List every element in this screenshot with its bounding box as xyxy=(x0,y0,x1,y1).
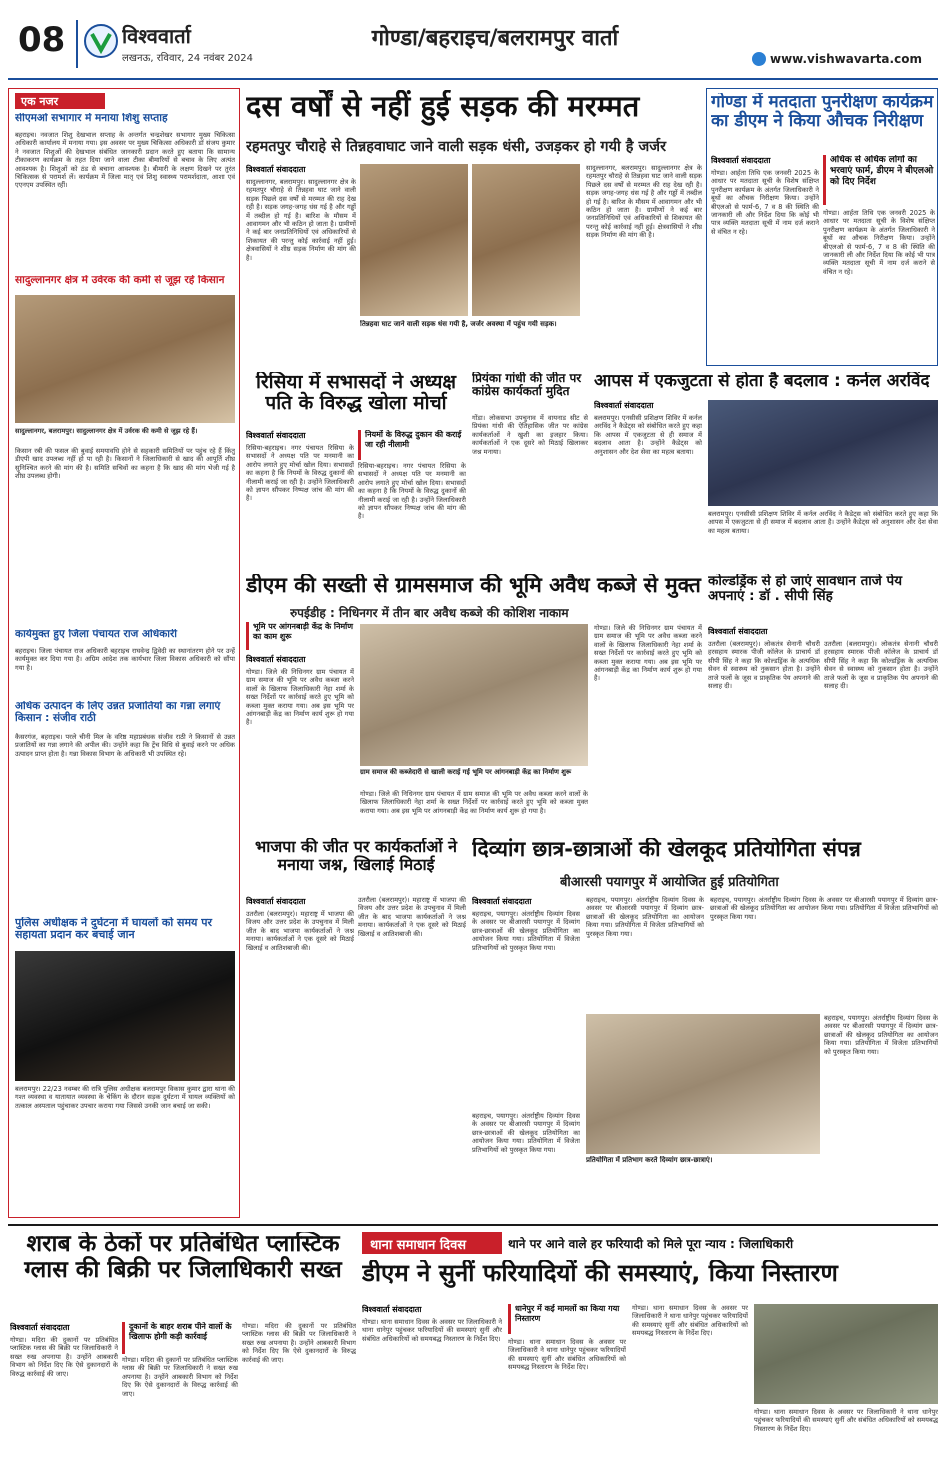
left-item-headline: सादुल्लानगर क्षेत्र में उर्वरक की कमी से जूझ रहे किसान xyxy=(15,275,225,286)
risiya-side-note: नियमों के विरुद्ध दुकान की कराई जा रही नीलामी xyxy=(358,430,466,460)
story-body-cont: गोण्डा। थाना समाधान दिवस के अवसर पर जिलाधिकारी ने थाना धानेपुर पहुंचकर फरियादियों की समस्याएं सुनीं और संबंधित अधिकारियों को समयबद्ध निस्तारण के निर्देश दिए। xyxy=(508,1338,626,1372)
story-body-cont: उतरौला (बलरामपुर)। लोकतंत्र सेनानी चौधरी हरसहाय स्मारक पीजी कॉलेज के प्राचार्य डॉ सीपी सिंह ने कहा कि कोल्डड्रिंक के अत्यधिक सेवन से स्वास्थ्य को नुकसान होता है। उन्होंने ताजे फलों के जूस व प्राकृतिक पेय अपनाने की सलाह दी। xyxy=(824,640,938,691)
left-item-headline: अधिक उत्पादन के लिए उन्नत प्रजातियों का गन्ना लगाएं किसान : संजीव राठी xyxy=(15,701,221,724)
photo-caption: प्रतियोगिता में प्रतिभाग करते दिव्यांग छात्र-छात्राएं। xyxy=(586,1156,713,1164)
road-photo xyxy=(360,164,468,316)
dm-headline: डीएम की सख्ती से ग्रामसमाज की भूमि अवैध कब्जे से मुक्त xyxy=(246,574,701,597)
story-body-cont: गोण्डा। मदिरा की दुकानों पर प्रतिबंधित प्लास्टिक ग्लास की बिक्री पर जिलाधिकारी ने सख्त रुख अपनाया है। उन्होंने आबकारी विभाग को निर्देश दिए कि ऐसे दुकानदारों के विरुद्ध कार्रवाई की जाए। xyxy=(242,1322,356,1364)
thana-tag-sub: थाने पर आने वाले हर फरियादी को मिले पूरा न्याय : जिलाधिकारी xyxy=(508,1237,794,1251)
byline: विश्ववार्ता संवाददाता xyxy=(472,897,532,906)
field-photo xyxy=(15,295,235,423)
left-column xyxy=(8,88,240,1218)
cold-headline: कोल्डड्रिंक से हो जाएं सावधान ताजे पेय अपनाएं : डॉ . सीपी सिंह xyxy=(708,574,903,605)
story-body-cont: गोण्डा। जिले की निधिनगर ग्राम पंचायत में ग्राम समाज की भूमि पर अवैध कब्जा करने वालों के खिलाफ जिलाधिकारी नेहा शर्मा के सख्त निर्देशों पर कार्रवाई करते हुए भूमि को कब्जा मुक्त कराया गया। अब इस भूमि पर आंगनबाड़ी केंद्र का निर्माण कार्य शुरू हो गया है। xyxy=(360,790,588,815)
road-photo xyxy=(472,164,580,316)
byline: विश्ववार्ता संवाददाता xyxy=(246,897,306,906)
story-body: गोण्डा। जिले की निधिनगर ग्राम पंचायत में ग्राम समाज की भूमि पर अवैध कब्जा करने वालों के खिलाफ जिलाधिकारी नेहा शर्मा के सख्त निर्देशों पर कार्रवाई करते हुए भूमि को कब्जा मुक्त कराया गया। अब इस भूमि पर आंगनबाड़ी केंद्र का निर्माण कार्य शुरू हो गया है। xyxy=(246,668,354,727)
byline: विश्ववार्ता संवाददाता xyxy=(711,156,771,165)
left-item-body: किसान रबी की फसल की बुवाई समयावधि होने से सहकारी समितियों पर पहुंच रहे हैं किंतु डीएपी खाद उपलब्ध नहीं हो पा रही है। किसानों ने जिलाधिकारी से खाद की आपूर्ति शीघ्र सुनिश्चित करने की मांग की है। समिति सचिवों का कहना है कि खाद की मांग भेजी गई है शीघ्र उपलब्ध होगी। xyxy=(15,447,235,481)
thana-tag: थाना समाधान दिवस xyxy=(362,1232,502,1254)
priyanka-headline: प्रियंका गांधी की जीत पर कांग्रेस कार्यकर्ता मुदित xyxy=(472,372,582,399)
story-body-cont: गोण्डा। आर्हता तिथि एक जनवरी 2025 के आधार पर मतदाता सूची के विशेष संक्षिप्त पुनरीक्षण कार्यक्रम के अंतर्गत जिलाधिकारी ने बूथों का औचक निरीक्षण किया। उन्होंने बीएलओ से फार्म-6, 7 व 8 की स्थिति की जानकारी ली और निर्देश दिया कि कोई भी पात्र व्यक्ति मतदाता सूची में नाम दर्ज कराने से वंचित न रहे। xyxy=(823,209,935,276)
left-item-body: कैसरगंज, बहराइच। परले चीनी मिल के वरिष्ठ महाप्रबंधक संजीव राठी ने किसानों से उन्नत प्रजातियों का गन्ना लगाने की अपील की। उन्होंने कहा कि ट्रेंच विधि से बुवाई करने पर अधिक उत्पादन प्राप्त होता है। गन्ना विकास विभाग के अधिकारी भी उपस्थित रहे। xyxy=(15,733,235,758)
thana-headline: डीएम ने सुनीं फरियादियों की समस्याएं, किया निस्तारण xyxy=(362,1260,838,1287)
story-body-cont: उतरौला (बलरामपुर)। महाराष्ट्र में भाजपा की विजय और उत्तर प्रदेश के उपचुनाव में मिली जीत के बाद भाजपा कार्यकर्ताओं ने जश्न मनाया। कार्यकर्ताओं ने एक दूसरे को मिठाई खिलाई व आतिशबाजी की। xyxy=(358,896,466,938)
dm-side-note: भूमि पर आंगनबाड़ी केंद्र के निर्माण का काम शुरू xyxy=(246,622,356,650)
globe-icon xyxy=(752,52,766,66)
left-item-headline: सीएमओ सभागार में मनाया शिशु सप्ताह xyxy=(15,113,168,124)
brand-logo-icon xyxy=(84,24,118,58)
top-story-headline: दस वर्षों से नहीं हुई सड़क की मरम्मत xyxy=(246,90,640,123)
photo-caption: ग्राम समाज की कब्जेदारी से खाली कराई गई भूमि पर आंगनबाड़ी केंद्र का निर्माण शुरू xyxy=(360,768,572,776)
construction-photo xyxy=(360,624,588,766)
story-body: गोण्डा। मदिरा की दुकानों पर प्रतिबंधित प्लास्टिक ग्लास की बिक्री पर जिलाधिकारी ने सख्त रुख अपनाया है। उन्होंने आबकारी विभाग को निर्देश दिए कि ऐसे दुकानदारों के विरुद्ध कार्रवाई की जाए। xyxy=(10,1336,118,1378)
byline: विश्ववार्ता संवाददाता xyxy=(594,401,654,410)
thana-side-note: धानेपुर में कई मामलों का किया गया निस्तारण xyxy=(508,1304,628,1334)
gonda-side-note: अधिक से अधिक लोगों का भरवाएं फार्म, डीएम ने बीएलओ को दिए निर्देश xyxy=(823,155,935,205)
story-body: सादुल्लानगर, बलरामपुर। सादुल्लानगर क्षेत्र के रहमतपुर चौराहे से तिन्नहवा घाट जाने वाली सड़क पिछले दस वर्षों से मरम्मत की राह देख रही है। सड़क जगह-जगह धंस गई है और गड्ढों में तब्दील हो गई है। बारिश के मौसम में आवागमन और भी कठिन हो जाता है। ग्रामीणों ने कई बार जनप्रतिनिधियों एवं अधिकारियों से शिकायत की परन्तु कोई कार्रवाई नहीं हुई। क्षेत्रवासियों ने शीघ्र सड़क निर्माण की मांग की है। xyxy=(246,178,356,262)
story-body: गोण्डा। थाना समाधान दिवस के अवसर पर जिलाधिकारी ने थाना धानेपुर पहुंचकर फरियादियों की समस्याएं सुनीं और संबंधित अधिकारियों को समयबद्ध निस्तारण के निर्देश दिए। xyxy=(362,1318,502,1343)
bjp-headline: भाजपा की जीत पर कार्यकर्ताओं ने मनाया जश्न, खिलाई मिठाई xyxy=(254,838,458,874)
left-item-headline: कार्यमुक्त हुए जिला पंचायत राज अधिकारी xyxy=(15,629,178,640)
top-story-subheadline: रहमतपुर चौराहे से तिन्नहवाघाट जाने वाली सड़क धंसी, उजड़कर हो गयी है जर्जर xyxy=(246,139,666,155)
byline: विश्ववार्ता संवाददाता xyxy=(10,1323,70,1332)
sports-headline: दिव्यांग छात्र-छात्राओं की खेलकूद प्रतियोगिता संपन्न xyxy=(472,838,861,861)
vertical-divider xyxy=(76,20,78,68)
photo-caption: तिन्नहवा घाट जाने वाली सड़क धंस गयी है, जर्जर अवस्था में पहुंच गयी सड़क। xyxy=(360,320,557,328)
website-link[interactable]: www.vishwavarta.com xyxy=(770,52,922,66)
story-body-cont: गोण्डा। थाना समाधान दिवस के अवसर पर जिलाधिकारी ने थाना धानेपुर पहुंचकर फरियादियों की समस्याएं सुनीं और संबंधित अधिकारियों को समयबद्ध निस्तारण के निर्देश दिए। xyxy=(754,1408,938,1433)
plastic-headline: शराब के ठेकों पर प्रतिबंधित प्लास्टिक ग्लास की बिक्री पर जिलाधिकारी सख्त xyxy=(24,1232,342,1283)
sports-subheadline: बीआरसी पयागपुर में आयोजित हुई प्रतियोगिता xyxy=(560,875,779,890)
story-body: गोण्डा। आर्हता तिथि एक जनवरी 2025 के आधार पर मतदाता सूची के विशेष संक्षिप्त पुनरीक्षण कार्यक्रम के अंतर्गत जिलाधिकारी ने बूथों का औचक निरीक्षण किया। उन्होंने बीएलओ से फार्म-6, 7 व 8 की स्थिति की जानकारी ली और निर्देश दिया कि कोई भी पात्र व्यक्ति मतदाता सूची में नाम दर्ज कराने से वंचित न रहे। xyxy=(711,169,819,236)
byline: विश्ववार्ता संवाददाता xyxy=(708,627,768,636)
section-title: गोण्डा/बहराइच/बलरामपुर वार्ता xyxy=(371,26,619,51)
story-body: रिसिया-बहराइच। नगर पंचायत रिसिया के सभासदों ने अध्यक्ष पति पर मनमानी का आरोप लगाते हुए मोर्चा खोल दिया। सभासदों का कहना है कि नियमों के विरुद्ध दुकानों की नीलामी कराई जा रही है। उन्होंने जिलाधिकारी को ज्ञापन सौंपकर निष्पक्ष जांच की मांग की है। xyxy=(246,444,354,503)
left-item-headline: पुलिस अधीक्षक ने दुर्घटना में घायलों को समय पर सहायता प्रदान कर बचाई जान xyxy=(15,917,212,942)
meeting-photo xyxy=(754,1304,938,1404)
page-header xyxy=(0,0,945,84)
story-body: बलरामपुर। एनसीसी प्रशिक्षण शिविर में कर्नल अरविंद ने कैडेट्स को संबोधित करते हुए कहा कि आपस में एकजुटता से ही समाज में बदलाव आता है। उन्होंने कैडेट्स को अनुशासन और देश सेवा का महत्व बताया। xyxy=(594,414,702,456)
byline: विश्ववार्ता संवाददाता xyxy=(362,1305,422,1314)
karnal-headline: आपस में एकजुटता से होता है बदलाव : कर्नल अरविंद xyxy=(594,372,930,391)
gonda-headline: गोण्डा में मतदाता पुनरीक्षण कार्यक्रम का डीएम ने किया औचक निरीक्षण xyxy=(711,93,934,132)
students-photo xyxy=(586,1014,820,1154)
accident-photo xyxy=(15,951,235,1081)
dm-subheadline: रुपईडीह : निधिनगर में तीन बार अवैध कब्जे की कोशिश नाकाम xyxy=(290,606,569,620)
story-body-cont: गोण्डा। थाना समाधान दिवस के अवसर पर जिलाधिकारी ने थाना धानेपुर पहुंचकर फरियादियों की समस्याएं सुनीं और संबंधित अधिकारियों को समयबद्ध निस्तारण के निर्देश दिए। xyxy=(632,1304,748,1338)
story-body-cont: गोण्डा। मदिरा की दुकानों पर प्रतिबंधित प्लास्टिक ग्लास की बिक्री पर जिलाधिकारी ने सख्त रुख अपनाया है। उन्होंने आबकारी विभाग को निर्देश दिए कि ऐसे दुकानदारों के विरुद्ध कार्रवाई की जाए। xyxy=(122,1356,238,1398)
page-number: 08 xyxy=(18,20,66,60)
left-item-caption: सादुल्लानगर, बलरामपुर। सादुल्लानगर क्षेत्र में उर्वरक की कमी से जूझ रहे हैं। xyxy=(15,427,198,435)
story-body-cont: बहराइच, पयागपुर। अंतर्राष्ट्रीय दिव्यांग दिवस के अवसर पर बीआरसी पयागपुर में दिव्यांग छात्र-छात्राओं की खेलकूद प्रतियोगिता का आयोजन किया गया। प्रतियोगिता में विजेता प्रतिभागियों को पुरस्कृत किया गया। xyxy=(586,896,704,938)
left-item-body: बहराइच। नवजात शिशु देखभाल सप्ताह के अन्तर्गत चन्द्रशेखर सभागार मुख्य चिकित्सा अधिकारी कार्यालय में मनाया गया। इस अवसर पर मुख्य चिकित्सा अधिकारी डॉ संजय कुमार ने नवजात शिशुओं की देखभाल संबंधित जानकारी प्रदान करते हुए बताया कि सामान्य टीकाकरण कार्यक्रम के तहत दिया जाने वाला टीका बीमारियों से बचाव के लिए अत्यंत आवश्यक है। शिशुओं को ठंड से बचाना आवश्यक है। बीमारी के लक्षण दिखने पर तुरंत चिकित्सक से परामर्श लें। कार्यक्रम में जिला मातृ एवं शिशु स्वास्थ्य परामर्शदाता, आशा एवं एएनएम उपस्थित रहीं। xyxy=(15,131,235,190)
left-item-body: बहराइच। जिला पंचायत राज अधिकारी बहराइच राघवेन्द्र द्विवेदी का स्थानांतरण होने पर उन्हें कार्यमुक्त कर दिया गया है। अग्रिम आदेश तक कार्यभार जिला विकास अधिकारी को सौंपा गया है। xyxy=(15,647,235,672)
plastic-side-note: दुकानों के बाहर शराब पीने वालों के खिलाफ होगी कड़ी कार्रवाई xyxy=(122,1322,238,1354)
byline: विश्ववार्ता संवाददाता xyxy=(246,165,306,174)
gonda-story xyxy=(706,88,938,366)
byline: विश्ववार्ता संवाददाता xyxy=(246,431,306,440)
story-body-cont: गोण्डा। जिले की निधिनगर ग्राम पंचायत में ग्राम समाज की भूमि पर अवैध कब्जा करने वालों के खिलाफ जिलाधिकारी नेहा शर्मा के सख्त निर्देशों पर कार्रवाई करते हुए भूमि को कब्जा मुक्त कराया गया। अब इस भूमि पर आंगनबाड़ी केंद्र का निर्माण कार्य शुरू हो गया है। xyxy=(594,624,702,683)
story-body-cont: रिसिया-बहराइच। नगर पंचायत रिसिया के सभासदों ने अध्यक्ष पति पर मनमानी का आरोप लगाते हुए मोर्चा खोल दिया। सभासदों का कहना है कि नियमों के विरुद्ध दुकानों की नीलामी कराई जा रही है। उन्होंने जिलाधिकारी को ज्ञापन सौंपकर निष्पक्ष जांच की मांग की है। xyxy=(358,462,466,521)
story-body-cont: बलरामपुर। एनसीसी प्रशिक्षण शिविर में कर्नल अरविंद ने कैडेट्स को संबोधित करते हुए कहा कि आपस में एकजुटता से ही समाज में बदलाव आता है। उन्होंने कैडेट्स को अनुशासन और देश सेवा का महत्व बताया। xyxy=(708,510,938,535)
story-body-cont: सादुल्लानगर, बलरामपुर। सादुल्लानगर क्षेत्र के रहमतपुर चौराहे से तिन्नहवा घाट जाने वाली सड़क पिछले दस वर्षों से मरम्मत की राह देख रही है। सड़क जगह-जगह धंस गई है और गड्ढों में तब्दील हो गई है। बारिश के मौसम में आवागमन और भी कठिन हो जाता है। ग्रामीणों ने कई बार जनप्रतिनिधियों एवं अधिकारियों से शिकायत की परन्तु कोई कार्रवाई नहीं हुई। क्षेत्रवासियों ने शीघ्र सड़क निर्माण की मांग की है। xyxy=(586,164,702,240)
column-label: एक नजर xyxy=(15,93,105,109)
story-body: उतरौला (बलरामपुर)। लोकतंत्र सेनानी चौधरी हरसहाय स्मारक पीजी कॉलेज के प्राचार्य डॉ सीपी सिंह ने कहा कि कोल्डड्रिंक के अत्यधिक सेवन से स्वास्थ्य को नुकसान होता है। उन्होंने ताजे फलों के जूस व प्राकृतिक पेय अपनाने की सलाह दी। xyxy=(708,640,820,691)
story-body-cont: बहराइच, पयागपुर। अंतर्राष्ट्रीय दिव्यांग दिवस के अवसर पर बीआरसी पयागपुर में दिव्यांग छात्र-छात्राओं की खेलकूद प्रतियोगिता का आयोजन किया गया। प्रतियोगिता में विजेता प्रतिभागियों को पुरस्कृत किया गया। xyxy=(710,896,938,921)
header-rule xyxy=(8,78,938,80)
story-body: उतरौला (बलरामपुर)। महाराष्ट्र में भाजपा की विजय और उत्तर प्रदेश के उपचुनाव में मिली जीत के बाद भाजपा कार्यकर्ताओं ने जश्न मनाया। कार्यकर्ताओं ने एक दूसरे को मिठाई खिलाई व आतिशबाजी की। xyxy=(246,910,354,952)
brand-name: विश्ववार्ता xyxy=(122,24,191,46)
risiya-headline: रिसिया में सभासदों ने अध्यक्ष पति के विरुद्ध खोला मोर्चा xyxy=(255,372,457,415)
ncc-cadets-photo xyxy=(708,400,938,506)
story-body: बहराइच, पयागपुर। अंतर्राष्ट्रीय दिव्यांग दिवस के अवसर पर बीआरसी पयागपुर में दिव्यांग छात्र-छात्राओं की खेलकूद प्रतियोगिता का आयोजन किया गया। प्रतियोगिता में विजेता प्रतिभागियों को पुरस्कृत किया गया। xyxy=(472,910,580,952)
story-body-cont: बहराइच, पयागपुर। अंतर्राष्ट्रीय दिव्यांग दिवस के अवसर पर बीआरसी पयागपुर में दिव्यांग छात्र-छात्राओं की खेलकूद प्रतियोगिता का आयोजन किया गया। प्रतियोगिता में विजेता प्रतिभागियों को पुरस्कृत किया गया। xyxy=(824,1014,938,1056)
story-body: गोंडा। लोकसभा उपचुनाव में वायनाड सीट से प्रियंका गांधी की ऐतिहासिक जीत पर कांग्रेस कार्यकर्ताओं ने खुशी का इजहार किया। कार्यकर्ताओं ने एक दूसरे को मिठाई खिलाकर जश्न मनाया। xyxy=(472,414,588,456)
left-item-body: बलरामपुर। 22/23 नवम्बर की रात्रि पुलिस अधीक्षक बलरामपुर विकास कुमार द्वारा थाना की गश्त व्यवस्था व यातायात व्यवस्था के चेकिंग के दौरान सड़क दुर्घटना में घायल व्यक्तियों को तत्काल अस्पताल पहुंचाकर उपचार कराया गया जिससे उनकी जान बचाई जा सकी। xyxy=(15,1085,235,1110)
edition-date: लखनऊ, रविवार, 24 नवंबर 2024 xyxy=(122,53,253,64)
story-body-cont: बहराइच, पयागपुर। अंतर्राष्ट्रीय दिव्यांग दिवस के अवसर पर बीआरसी पयागपुर में दिव्यांग छात्र-छात्राओं की खेलकूद प्रतियोगिता का आयोजन किया गया। प्रतियोगिता में विजेता प्रतिभागियों को पुरस्कृत किया गया। xyxy=(472,1112,580,1154)
section-rule xyxy=(8,1224,938,1226)
byline: विश्ववार्ता संवाददाता xyxy=(246,655,306,664)
